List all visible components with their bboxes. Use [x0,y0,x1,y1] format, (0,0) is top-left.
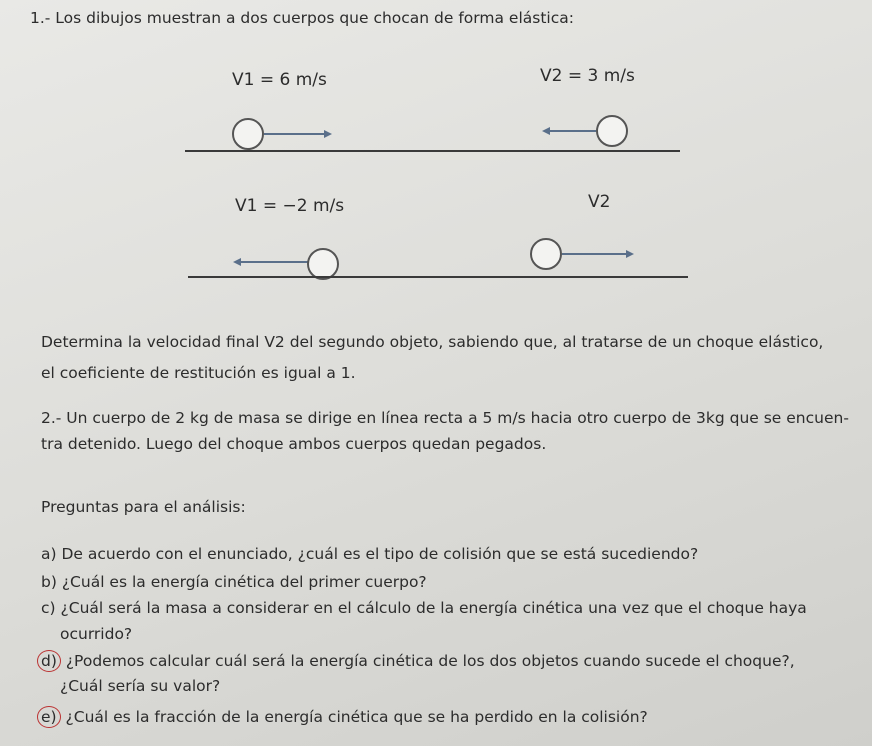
v2-before-label: V2 = 3 m/s [540,66,635,86]
arrow-left-after [240,261,308,263]
question-c-letter: c) [41,599,56,617]
arrow-left-before [548,130,596,132]
question-e [41,706,648,728]
question-c-line1: ¿Cuál será la masa a considerar en el cálculo de la energía cinética una vez que el choque haya [60,599,807,617]
ground-line-after [188,276,688,278]
question-e-letter: e) [37,706,61,728]
question-a [41,544,698,564]
question-d-line1: ¿Podemos calcular cuál será la energía cinética de los dos objetos cuando sucede el choque?, [65,652,795,670]
question-b-text: ¿Cuál es la energía cinética del primer cuerpo? [61,573,427,591]
question-e-text: ¿Cuál es la fracción de la energía cinética que se ha perdido en la colisión? [65,708,648,726]
arrowhead-left-before-icon [542,127,550,135]
arrowhead-right-before-icon [324,130,332,138]
body1-before [232,118,264,150]
questions-heading: Preguntas para el análisis: [41,498,246,516]
v1-after-label: V1 = −2 m/s [235,196,345,216]
question-c-line2: ocurrido? [60,625,133,643]
arrowhead-right-after-icon [626,250,634,258]
body2-before [596,115,628,147]
question-a-text: De acuerdo con el enunciado, ¿cuál es el tipo de colisión que se está sucediendo? [61,545,699,563]
arrow-right-before [264,133,326,135]
problem2-line2: tra detenido. Luego del choque ambos cuerpos quedan pegados. [41,435,547,453]
body2-after [530,238,562,270]
ground-line-before [185,150,680,152]
question-c [41,598,807,618]
question-d [41,650,795,672]
question-d-letter: d) [37,650,61,672]
question-b [41,572,427,592]
arrow-right-after [562,253,628,255]
question-b-letter: b) [41,573,57,591]
problem1-statement: 1.- Los dibujos muestran a dos cuerpos que chocan de forma elástica: [30,9,574,27]
arrowhead-left-after-icon [233,258,241,266]
question-a-letter: a) [41,545,57,563]
question-d-line2: ¿Cuál sería su valor? [60,677,221,695]
problem1-task-line2: el coeficiente de restitución es igual a 1. [41,364,356,382]
v2-after-label: V2 [588,192,611,212]
problem2-line1: 2.- Un cuerpo de 2 kg de masa se dirige en línea recta a 5 m/s hacia otro cuerpo de 3kg que se encuen- [41,409,849,427]
problem1-task-line1: Determina la velocidad final V2 del segundo objeto, sabiendo que, al tratarse de un choque elástico, [41,333,824,351]
v1-before-label: V1 = 6 m/s [232,70,327,90]
